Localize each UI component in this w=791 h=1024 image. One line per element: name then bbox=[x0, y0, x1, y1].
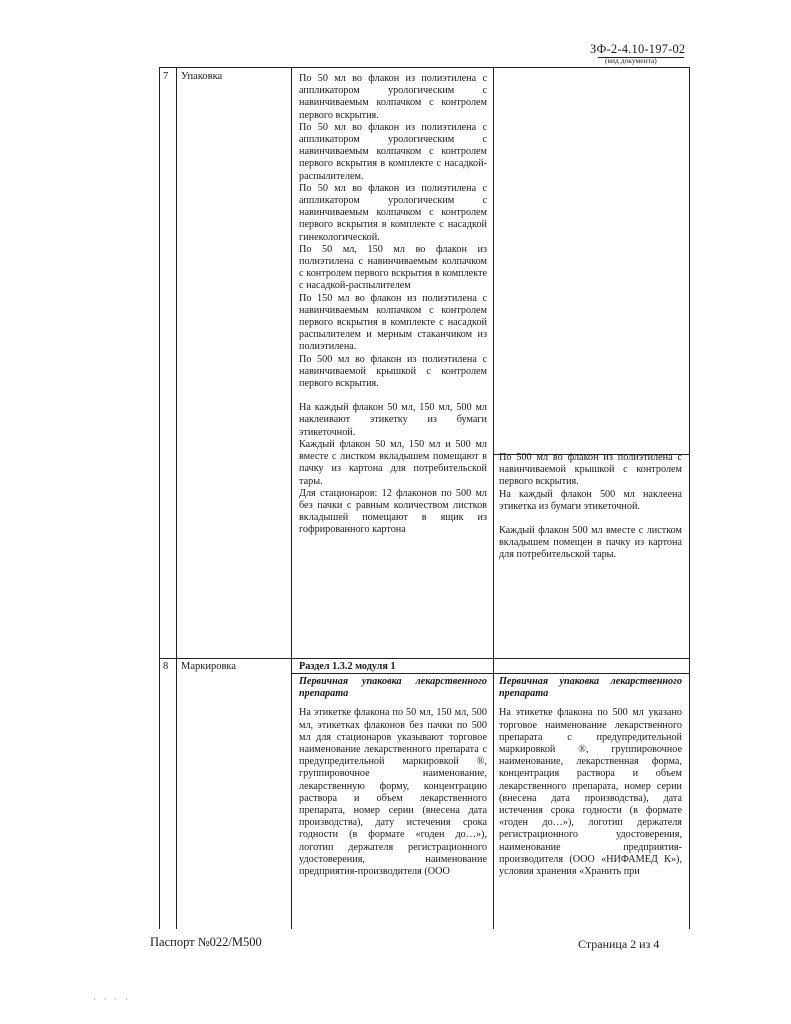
packaging-option: На каждый флакон 50 мл, 150 мл, 500 мл наклеивают этикетку из бумаги этикеточной. bbox=[299, 402, 487, 438]
table-border-left bbox=[159, 67, 160, 929]
labeling-text: На этикетке флакона по 50 мл, 150 мл, 500 мл, этикетках флаконов без пачки по 500 мл для стационаров указывают торговое наименование лекарственного препарата с предупредительной маркировкой ®, группировочное наименование, лекарственную форму, концентрацию раствора и объем лекарственного препарата, номер серии (внесена дата производства), дату истечения срока годности (в формате «годен до…»), логотип держателя регистрационного удостоверения, наименование предприятия-производителя (ООО bbox=[299, 707, 487, 878]
row-8-number: 8 bbox=[163, 661, 169, 672]
primary-packaging-heading: Первичная упаковка лекарственного препарата bbox=[299, 676, 487, 700]
row-7-proposed-text bbox=[299, 73, 487, 537]
table-divider-num bbox=[176, 67, 177, 929]
packaging-option: По 500 мл во флакон из полиэтилена с навинчиваемой крышкой с контролем первого вскрытия. bbox=[499, 452, 682, 488]
document-code: ЗФ-2-4.10-197-02 bbox=[590, 42, 686, 56]
packaging-option: По 50 мл во флакон из полиэтилена с аппликатором урологическим с навинчиваемым колпачком с контролем первого вскрытия в комплекте с насадкой-распылителем. bbox=[299, 121, 487, 182]
section-reference: Раздел 1.3.2 модуля 1 bbox=[299, 661, 396, 672]
row-7-name: Упаковка bbox=[181, 71, 223, 82]
document-type-caption: (вид документа) bbox=[605, 56, 657, 65]
row-8-name: Маркировка bbox=[181, 661, 237, 672]
packaging-option: Каждый флакон 500 мл вместе с листком вкладышем помещен в пачку из картона для потребительской тары. bbox=[499, 525, 682, 561]
table-border-right bbox=[689, 67, 690, 929]
table-divider-name bbox=[291, 67, 292, 929]
packaging-option: Каждый флакон 50 мл, 150 мл и 500 мл вместе с листком вкладышем помещают в пачку из картона для потребительской тары. bbox=[299, 438, 487, 487]
packaging-option: По 50 мл во флакон из полиэтилена с аппликатором урологическим с навинчиваемым колпачком с контролем первого вскрытия. bbox=[299, 73, 487, 121]
passport-number: Паспорт №022/М500 bbox=[150, 935, 262, 949]
packaging-option: По 50 мл, 150 мл во флакон из полиэтилена с навинчиваемым колпачком с контролем первого вскрытия в комплекте с насадкой-распылителем bbox=[299, 243, 487, 292]
scan-artifact: · · · · bbox=[93, 995, 131, 1004]
primary-packaging-heading: Первичная упаковка лекарственного препарата bbox=[499, 676, 682, 700]
row-8-current-text bbox=[499, 676, 682, 878]
page-number: Страница 2 из 4 bbox=[578, 937, 660, 951]
row-7-number: 7 bbox=[163, 71, 169, 82]
packaging-option: По 500 мл во флакон из полиэтилена с навинчиваемой крышкой с контролем первого вскрытия. bbox=[299, 353, 487, 390]
table-row8-top-border bbox=[159, 658, 690, 659]
row-7-current-text bbox=[499, 452, 682, 562]
packaging-option: По 150 мл во флакон из полиэтилена с навинчиваемым колпачком с контролем первого вскрытия в комплекте с насадкой распылителем и мерным стаканчиком из полиэтилена. bbox=[299, 292, 487, 353]
table-border-top bbox=[159, 67, 690, 68]
row-8-proposed-text bbox=[299, 676, 487, 878]
table-divider-columns bbox=[493, 67, 494, 929]
packaging-option: На каждый флакон 500 мл наклеена этикетка из бумаги этикеточной. bbox=[499, 488, 682, 512]
packaging-option: Для стационаров: 12 флаконов по 500 мл без пачки с равным количеством листков вкладышей помещают в ящик из гофрированного картона bbox=[299, 487, 487, 536]
labeling-text: На этикетке флакона по 500 мл указано торговое наименование лекарственного препарата с предупредительной маркировкой ®, группировочное наименование, лекарственная форма, концентрация раствора и объем лекарственного препарата, номер серии (внесена дата производства), дата истечения срока годности (в формате «годен до…»), логотип держателя регистрационного удостоверения, наименование предприятия-производителя (ООО «НИФАМЕД К»), условия хранения «Хранить при bbox=[499, 707, 682, 878]
packaging-option: По 50 мл во флакон из полиэтилена с аппликатором урологическим с навинчиваемым колпачком с контролем первого вскрытия в комплекте с насадкой гинекологической. bbox=[299, 182, 487, 243]
